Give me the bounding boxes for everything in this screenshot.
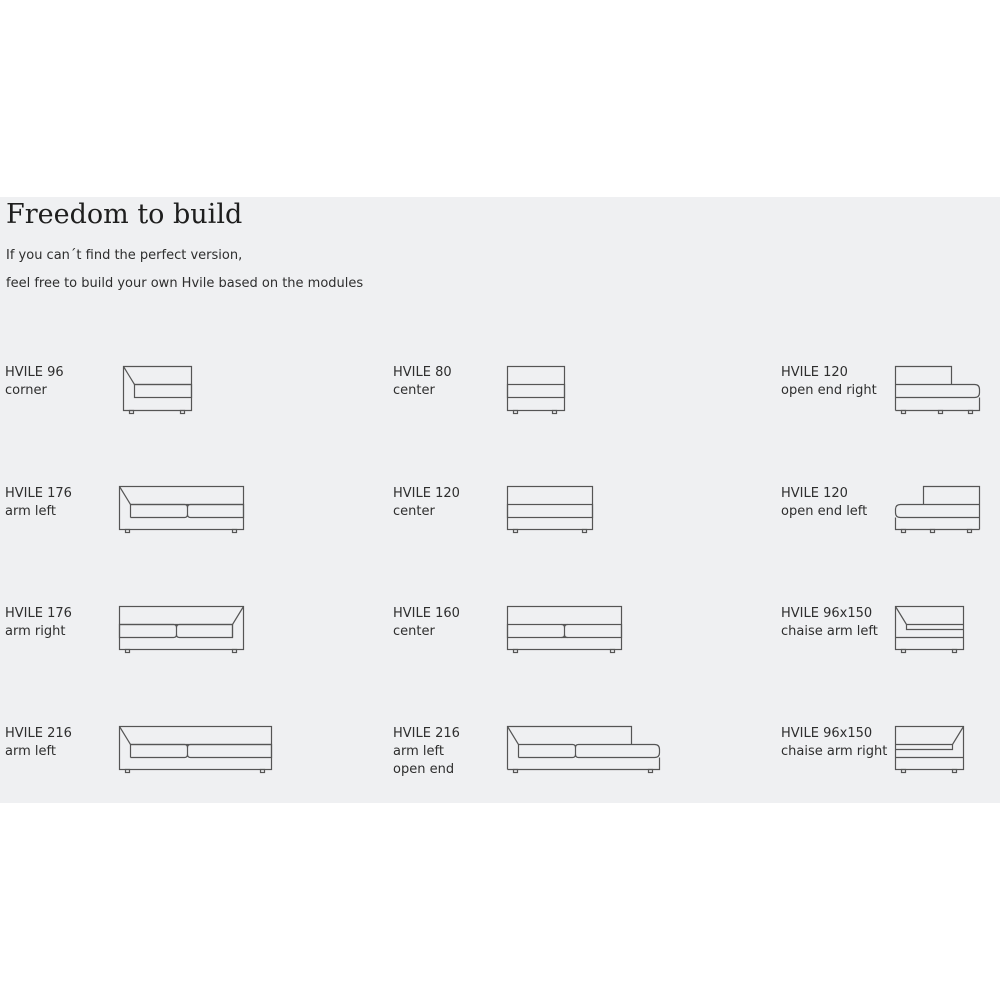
sofa-corner-icon	[122, 365, 194, 415]
module-description: center	[393, 383, 435, 398]
module-hvile-120-center[interactable]	[393, 485, 693, 555]
module-description: center	[393, 504, 435, 519]
module-name: HVILE 160	[393, 606, 460, 621]
sofa-center-icon	[506, 365, 566, 415]
module-description: center	[393, 624, 435, 639]
module-description: arm left	[5, 744, 56, 759]
module-description: arm right	[5, 624, 66, 639]
module-hvile-216-arm-left-open-end[interactable]	[393, 725, 693, 795]
module-name: HVILE 96	[5, 365, 64, 380]
sofa-open-end-right-icon	[894, 365, 982, 415]
module-description: arm left	[393, 744, 444, 759]
sofa-center-icon	[506, 605, 624, 655]
module-name: HVILE 80	[393, 365, 452, 380]
sofa-arm-left-icon	[118, 485, 246, 535]
module-hvile-96x150-chaise-arm-right[interactable]	[781, 725, 1000, 795]
module-hvile-160-center[interactable]	[393, 605, 693, 675]
module-name: HVILE 176	[5, 606, 72, 621]
module-hvile-96-corner[interactable]	[5, 364, 305, 434]
sofa-arm-left-icon	[118, 725, 274, 775]
module-name: HVILE 120	[781, 365, 848, 380]
sofa-arm-left-open-end-icon	[506, 725, 662, 775]
module-hvile-120-open-end-right[interactable]	[781, 364, 1000, 434]
module-name: HVILE 120	[781, 486, 848, 501]
sofa-center-icon	[506, 485, 596, 535]
module-description: corner	[5, 383, 47, 398]
module-hvile-216-arm-left[interactable]	[5, 725, 305, 795]
module-name: HVILE 96x150	[781, 726, 873, 741]
intro-text-line-2: feel free to build your own Hvile based on the modules	[6, 276, 364, 291]
module-name: HVILE 216	[393, 726, 460, 741]
module-description: open end right	[781, 383, 877, 398]
module-name: HVILE 96x150	[781, 606, 873, 621]
module-hvile-176-arm-left[interactable]	[5, 485, 305, 555]
module-description: open end left	[781, 504, 868, 519]
page-title: Freedom to build	[6, 199, 243, 230]
module-name: HVILE 216	[5, 726, 72, 741]
module-name: HVILE 176	[5, 486, 72, 501]
sofa-chaise-arm-left-icon	[894, 605, 966, 655]
intro-text-line-1: If you can´t find the perfect version,	[6, 248, 243, 263]
module-description: arm left	[5, 504, 56, 519]
sofa-chaise-arm-right-icon	[894, 725, 966, 775]
module-hvile-120-open-end-left[interactable]	[781, 485, 1000, 555]
module-name: HVILE 120	[393, 486, 460, 501]
sofa-arm-right-icon	[118, 605, 246, 655]
sofa-open-end-left-icon	[894, 485, 982, 535]
module-hvile-80-center[interactable]	[393, 364, 693, 434]
module-hvile-96x150-chaise-arm-left[interactable]	[781, 605, 1000, 675]
module-description: chaise arm left	[781, 624, 878, 639]
module-description-line-2: open end	[393, 762, 455, 777]
module-hvile-176-arm-right[interactable]	[5, 605, 305, 675]
module-description: chaise arm right	[781, 744, 888, 759]
